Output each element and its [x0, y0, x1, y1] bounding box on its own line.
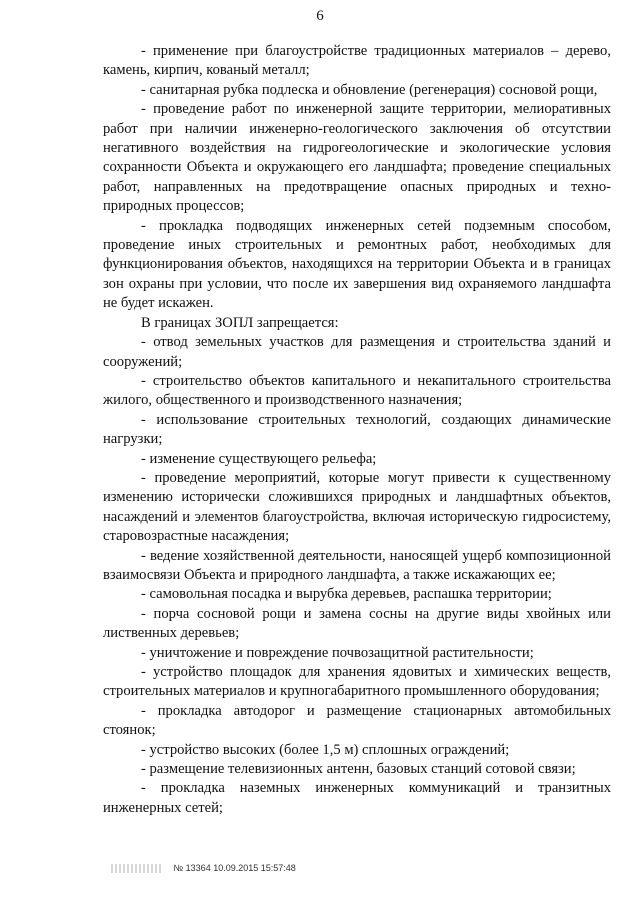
page-number: 6 [316, 8, 324, 24]
paragraph: - отвод земельных участков для размещения и строительства зданий и сооружений; [103, 334, 611, 370]
paragraph: - прокладка наземных инженерных коммуникаций и транзитных инженерных сетей; [103, 780, 611, 816]
section-heading: В границах ЗОПЛ запрещается: [141, 314, 339, 331]
paragraph: - проведение работ по инженерной защите территории, мелиоративных работ при наличии инженерно-геологического заключения об отсутствии негативного воздействия на гидрогеологические и экологические условия сохранности Объекта и окружающего его ландшафта; проведение специальных работ, направленных на предотвращение опасных природных и техно-природных процессов; [103, 101, 611, 215]
paragraph: - прокладка автодорог и размещение стационарных автомобильных стоянок; [103, 702, 611, 739]
document-footer [111, 863, 296, 873]
paragraph: - устройство площадок для хранения ядовитых и химических веществ, строительных материалов и крупногабаритного промышленного оборудования; [103, 664, 611, 700]
paragraph: - устройство высоких (более 1,5 м) сплошных ограждений; [141, 741, 510, 758]
paragraph: - уничтожение и повреждение почвозащитной растительности; [141, 644, 534, 661]
faint-stamp [111, 864, 163, 873]
footer-datetime: 10.09.2015 15:57:48 [213, 863, 296, 873]
paragraph: - порча сосновой рощи и замена сосны на другие виды хвойных или лиственных деревьев; [103, 605, 611, 642]
footer-doc-number: № 13364 [173, 863, 211, 873]
paragraph: - прокладка подводящих инженерных сетей подземным способом, проведение иных строительных и ремонтных работ, необходимых для функционирования объектов, находящихся на территории Объекта и в границах зон охраны при условии, что после их завершения вид охраняемого ландшафта не будет искажен. [103, 217, 611, 312]
paragraph: - строительство объектов капитального и некапитального строительства жилого, общественного и производственного назначения; [103, 372, 611, 409]
paragraph: - применение при благоустройстве традиционных материалов – дерево, камень, кирпич, кованый металл; [103, 43, 611, 79]
paragraph: - ведение хозяйственной деятельности, наносящей ущерб композиционной взаимосвязи Объекта и природного ландшафта, а также искажающих ее; [103, 547, 611, 583]
paragraph: - размещение телевизионных антенн, базовых станций сотовой связи; [141, 761, 576, 778]
paragraph: - самовольная посадка и вырубка деревьев, распашка территории; [141, 586, 552, 603]
paragraph: - санитарная рубка подлеска и обновление (регенерация) сосновой рощи, [141, 81, 598, 98]
paragraph: - изменение существующего рельефа; [141, 450, 377, 467]
document-body [103, 42, 611, 818]
paragraph: - проведение мероприятий, которые могут привести к существенному изменению исторически сложившихся природных и ландшафтных объектов, насаждений и элементов благоустройства, включая историческую гидросистему, старовозрастные насаждения; [103, 469, 611, 545]
paragraph: - использование строительных технологий, создающих динамические нагрузки; [103, 411, 611, 448]
